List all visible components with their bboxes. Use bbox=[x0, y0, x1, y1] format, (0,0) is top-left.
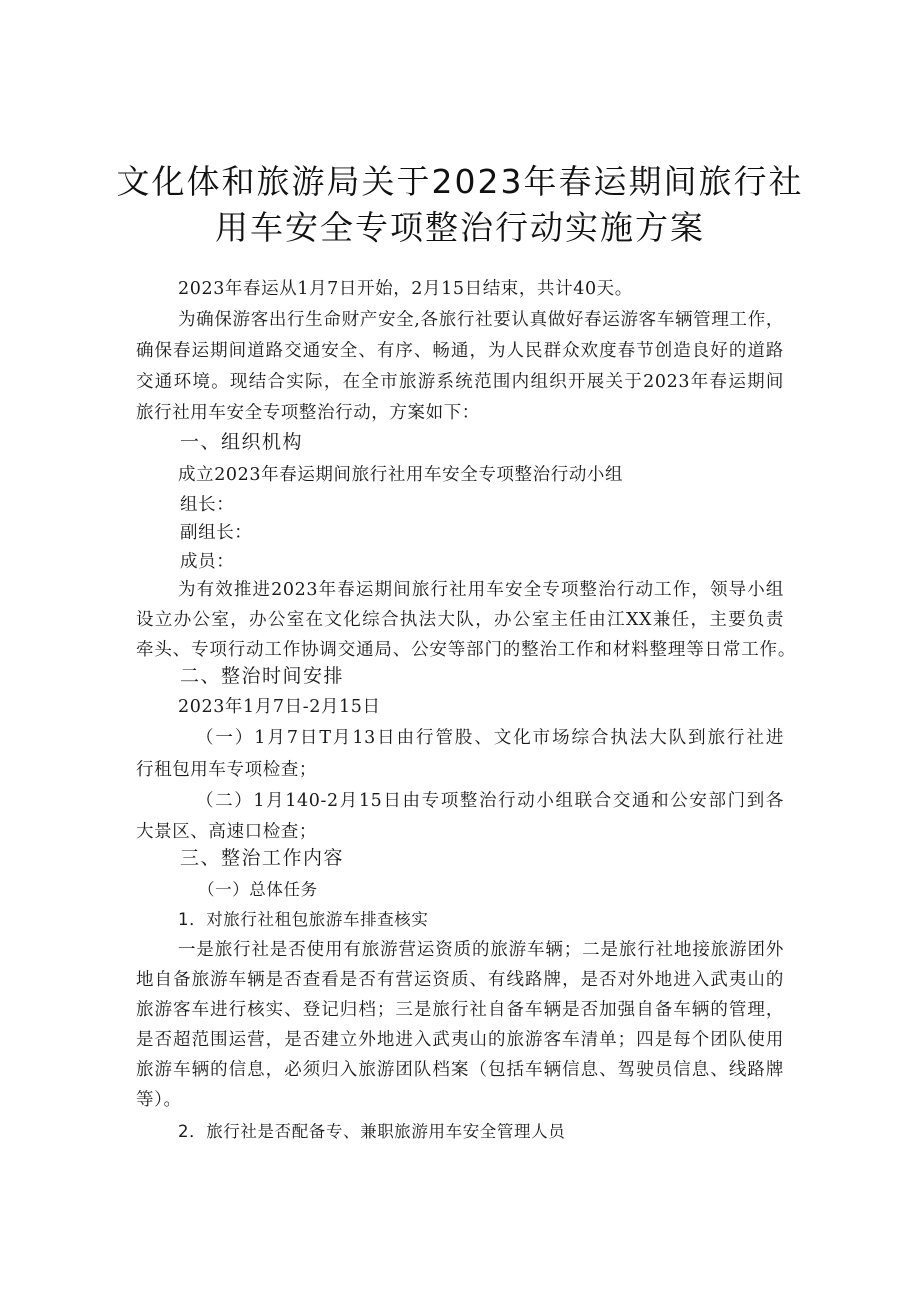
task-detail-line-1: 一是旅行社是否使用有旅游营运资质的旅游车辆；二是旅行社地接旅游团外 bbox=[178, 940, 784, 960]
document-title-line-2: 用车安全专项整治行动实施方案 bbox=[215, 208, 705, 247]
task-point-2: 2．旅行社是否配备专、兼职旅游用车安全管理人员 bbox=[178, 1122, 566, 1141]
section-1-heading: 一、组织机构 bbox=[180, 431, 304, 453]
schedule-item-1-line-2: 行租包用车专项检查； bbox=[136, 760, 317, 780]
office-paragraph-line-3: 牵头、专项行动工作协调交通局、公安等部门的整治工作和材料整理等日常工作。 bbox=[136, 640, 796, 660]
members-label: 成员： bbox=[180, 552, 235, 572]
intro-paragraph: 2023年春运从1月7日开始，2月15日结束，共计40天。 bbox=[178, 279, 633, 299]
task-detail-line-6: 等）。 bbox=[136, 1090, 182, 1110]
task-detail-line-3: 旅游客车进行核实、登记归档；三是旅行社自备车辆是否加强自备车辆的管理， bbox=[136, 1000, 784, 1020]
overall-task-subheading: （一）总体任务 bbox=[198, 880, 318, 899]
task-detail-line-5: 旅游车辆的信息，必须归入旅游团队档案（包括车辆信息、驾驶员信息、线路牌 bbox=[136, 1060, 784, 1080]
deputy-leader-label: 副组长： bbox=[180, 523, 253, 543]
document-title-line-1: 文化体和旅游局关于2023年春运期间旅行社 bbox=[116, 162, 804, 201]
office-paragraph-line-1: 为有效推进2023年春运期间旅行社用车安全专项整治行动工作，领导小组 bbox=[178, 580, 784, 600]
group-leader-label: 组长： bbox=[180, 495, 235, 515]
task-point-1: 1．对旅行社租包旅游车排查核实 bbox=[178, 910, 429, 929]
purpose-paragraph-line-3: 交通环境。现结合实际，在全市旅游系统范围内组织开展关于2023年春运期间 bbox=[136, 372, 784, 392]
schedule-item-1-line-1: （一）1月7日T月13日由行管股、文化市场综合执法大队到旅行社进 bbox=[196, 728, 784, 748]
purpose-paragraph-line-4: 旅行社用车安全专项整治行动，方案如下： bbox=[136, 403, 480, 423]
schedule-period: 2023年1月7日-2月15日 bbox=[178, 697, 381, 717]
schedule-item-2-line-1: （二）1月140-2月15日由专项整治行动小组联合交通和公安部门到各 bbox=[196, 791, 784, 811]
section-3-heading: 三、整治工作内容 bbox=[180, 847, 345, 869]
schedule-item-2-line-2: 大景区、高速口检查； bbox=[136, 822, 317, 842]
task-group-line: 成立2023年春运期间旅行社用车安全专项整治行动小组 bbox=[178, 465, 624, 485]
task-detail-line-4: 是否超范围运营，是否建立外地进入武夷山的旅游客车清单；四是每个团队使用 bbox=[136, 1030, 784, 1050]
section-2-heading: 二、整治时间安排 bbox=[180, 665, 345, 687]
purpose-paragraph-line-2: 确保春运期间道路交通安全、有序、畅通，为人民群众欢度春节创造良好的道路 bbox=[136, 341, 784, 361]
office-paragraph-line-2: 设立办公室，办公室在文化综合执法大队，办公室主任由江XX兼任，主要负责 bbox=[136, 610, 784, 630]
task-detail-line-2: 地自备旅游车辆是否查看是否有营运资质、有线路牌，是否对外地进入武夷山的 bbox=[136, 970, 784, 990]
purpose-paragraph-line-1: 为确保游客出行生命财产安全,各旅行社要认真做好春运游客车辆管理工作， bbox=[178, 310, 784, 330]
